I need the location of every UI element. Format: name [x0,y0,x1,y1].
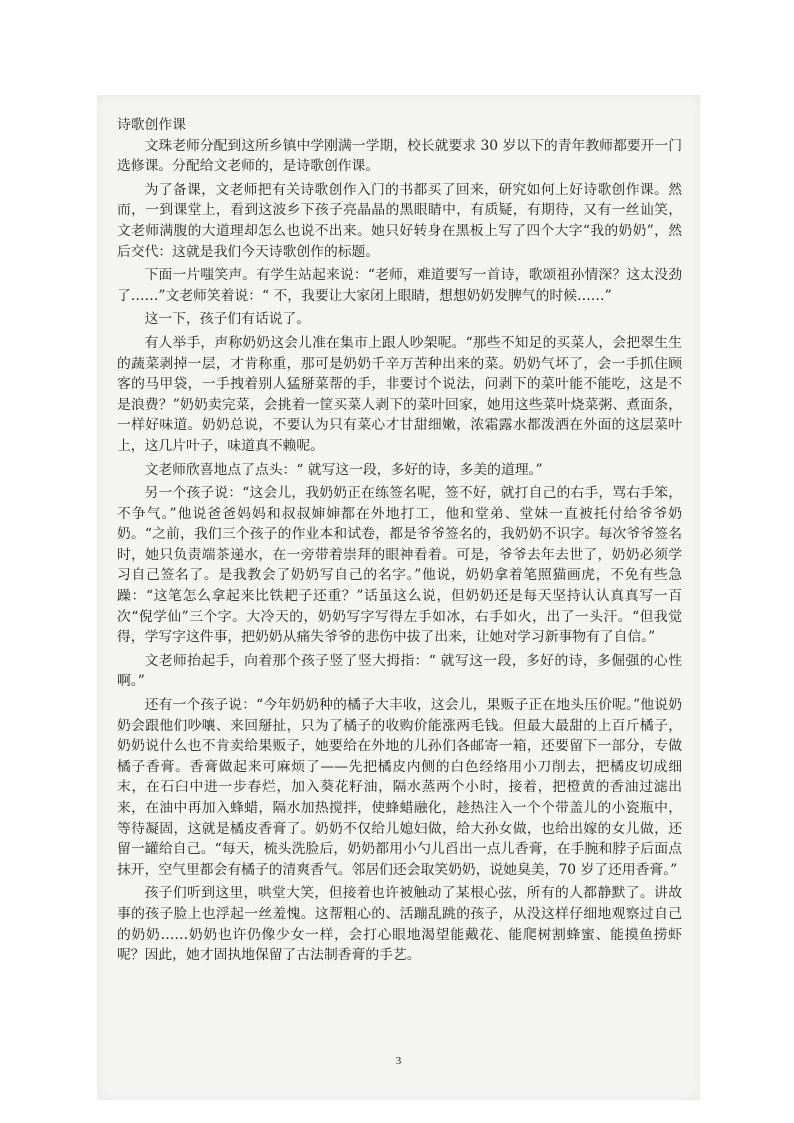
document-page [97,95,700,1100]
paragraph-8: 文老师抬起手，向着那个孩子竖了竖大拇指：“ 就写这一段，多好的诗，多倔强的心性啊。” [117,652,682,690]
paragraph-3: 下面一片嗤笑声。有学生站起来说：“老师，难道要写一首诗，歌颂祖孙情深？这太没劲了……”文老师笑着说：“ 不，我要让大家闭上眼睛，想想奶奶发脾气的时候……” [117,267,682,304]
article-title: 诗歌创作课 [117,117,186,133]
paragraph-4: 这一下，孩子们有话说了。 [144,311,311,328]
article-body [117,115,682,966]
paragraph-9: 还有一个孩子说：“今年奶奶种的橘子大丰收，这会儿，果贩子正在地头压价呢。”他说奶奶会跟他们吵嚷、来回掰扯，只为了橘子的收购价能涨两毛钱。但最大最甜的上百斤橘子，奶奶说什么也不肯卖给果贩子，她要给在外地的儿孙们各邮寄一箱，还要留下一部分，专做橘子香膏。香膏做起来可麻烦了——先把橘皮内侧的白色经络用小刀削去，把橘皮切成细末，在石臼中进一步春烂，加入葵花籽油，隔水蒸两个小时，接着，把橙黄的香油过滤出来，在油中再加入蜂蜡，隔水加热搅拌，使蜂蜡融化，趁热注入一个个带盖儿的小瓷瓶中，等待凝固，这就是橘皮香膏了。奶奶不仅给儿媳妇做，给大孙女做，也给出嫁的女儿做，还留一罐给自己。“每天，梳头洗脸后，奶奶都用小勺儿舀出一点儿香膏，在手腕和脖子后面点抹开，空气里都会有橘子的清爽香气。邻居们还会取笑奶奶，说她臭美，70 岁了还用香膏。” [117,697,682,878]
paragraph-1: 文珠老师分配到这所乡镇中学刚满一学期，校长就要求 30 岁以下的青年教师都要开一门选修课。分配给文老师的，是诗歌创作课。 [117,137,682,175]
paragraph-10: 孩子们听到这里，哄堂大笑，但接着也许被触动了某根心弦，所有的人都静默了。讲故事的孩子脸上也浮起一丝羞愧。这帮粗心的、活蹦乱跳的孩子，从没这样仔细地观察过自己的奶奶……奶奶也许仍像少女一样，会打心眼地渴望能戴花、能爬树割蜂蜜、能摸鱼捞虾呢？因此，她才固执地保留了古法制香膏的手艺。 [117,885,682,964]
paragraph-5: 有人举手，声称奶奶这会儿准在集市上跟人吵架呢。“那些不知足的买菜人，会把翠生生的蔬菜剥掉一层，才肯称重，那可是奶奶千辛万苦种出来的菜。奶奶气坏了，会一手抓住顾客的马甲袋，一手拽着别人猛掰菜帮的手，非要讨个说法，问剥下的菜叶能不能吃，这是不是浪费？”奶奶卖完菜，会挑着一筐买菜人剥下的菜叶回家，她用这些菜叶烧菜粥、煮面条，一样好味道。奶奶总说，不要认为只有菜心才甘甜细嫩，浓霜露水都泼洒在外面的这层菜叶上，这几片叶子，味道真不赖呢。 [117,334,682,454]
paragraph-6: 文老师欣喜地点了点头：“ 就写这一段，多好的诗，多美的道理。” [144,461,543,478]
paragraph-2: 为了备课，文老师把有关诗歌创作入门的书都买了回来，研究如何上好诗歌创作课。然而，一到课堂上，看到这波乡下孩子亮晶晶的黑眼睛中，有质疑，有期待，又有一丝讪笑，文老师满腹的大道理却怎么也说不出来。她只好转身在黑板上写了四个大字“我的奶奶”，然后交代：这就是我们今天诗歌创作的标题。 [117,181,682,260]
page-number: 3 [395,1055,402,1067]
paragraph-7: 另一个孩子说：“这会儿，我奶奶正在练签名呢，签不好，就打自己的右手，骂右手笨，不争气。”他说爸爸妈妈和叔叔婶婶都在外地打工，他和堂弟、堂妹一直被托付给爷爷奶奶。“之前，我们三个孩子的作业本和试卷，都是爷爷签名的，我奶奶不识字。每次爷爷签名时，她只负责端茶递水，在一旁带着崇拜的眼神看着。可是，爷爷去年去世了，奶奶必须学习自己签名了。是我教会了奶奶写自己的名字。”他说，奶奶拿着笔照猫画虎，不免有些急躁：“这笔怎么拿起来比铁耙子还重？”话虽这么说，但奶奶还是每天坚持认认真真写一百次“倪学仙”三个字。大冷天的，奶奶写字写得左手如冰，右手如火，出了一头汗。“但我觉得，学写字这件事，把奶奶从痛失爷爷的悲伤中拔了出来，让她对学习新事物有了自信。” [117,485,682,646]
